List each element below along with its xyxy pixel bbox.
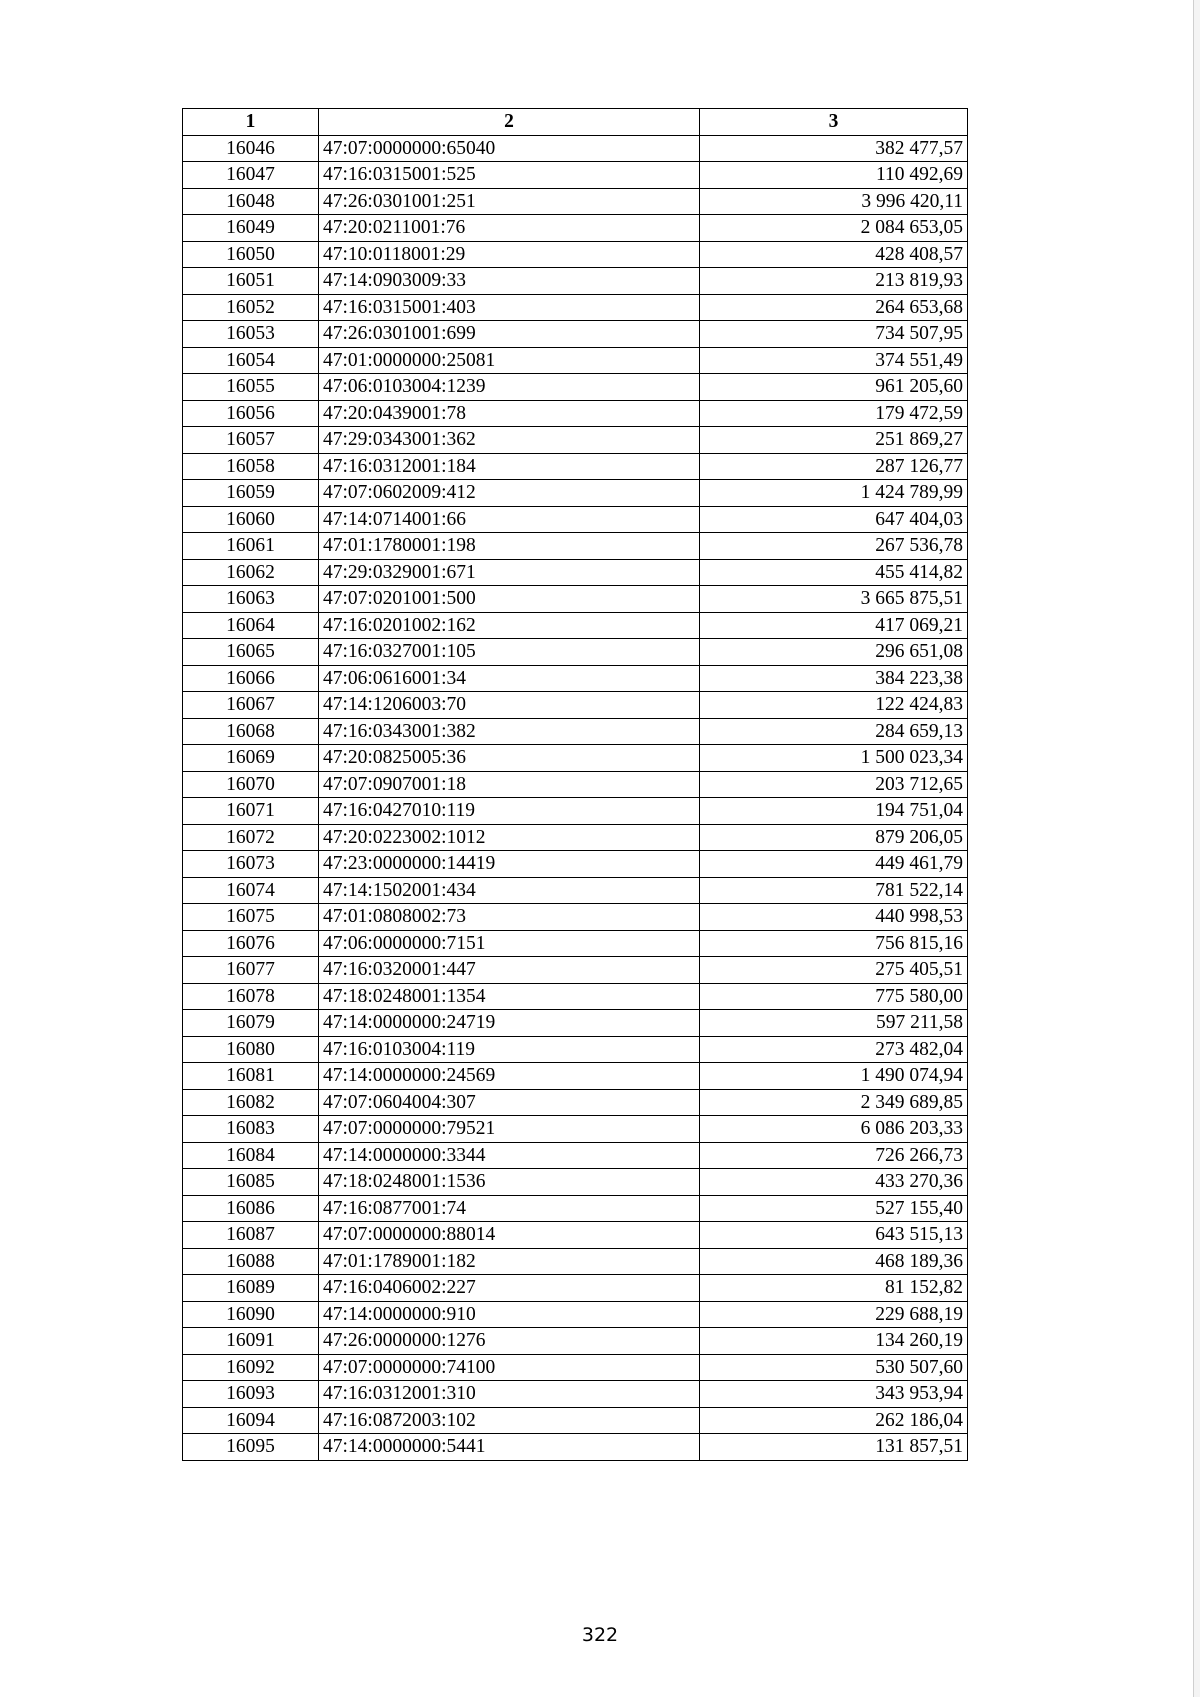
cadastral-number-cell: 47:07:0000000:79521: [319, 1116, 700, 1143]
cadastral-number-cell: 47:16:0315001:403: [319, 294, 700, 321]
cadastral-number-cell: 47:07:0604004:307: [319, 1089, 700, 1116]
table-row: [183, 824, 968, 851]
value-cell: 374 551,49: [700, 347, 968, 374]
row-number-cell: 16050: [183, 241, 319, 268]
row-number-cell: 16071: [183, 798, 319, 825]
value-cell: 643 515,13: [700, 1222, 968, 1249]
cadastral-number-cell: 47:16:0320001:447: [319, 957, 700, 984]
row-number-cell: 16062: [183, 559, 319, 586]
row-number-cell: 16075: [183, 904, 319, 931]
row-number-cell: 16076: [183, 930, 319, 957]
row-number-cell: 16063: [183, 586, 319, 613]
table-row: [183, 374, 968, 401]
table-row: [183, 983, 968, 1010]
row-number-cell: 16056: [183, 400, 319, 427]
value-cell: 296 651,08: [700, 639, 968, 666]
row-number-cell: 16090: [183, 1301, 319, 1328]
value-cell: 194 751,04: [700, 798, 968, 825]
cadastral-number-cell: 47:14:0000000:3344: [319, 1142, 700, 1169]
row-number-cell: 16064: [183, 612, 319, 639]
table-row: [183, 400, 968, 427]
table-row: [183, 1275, 968, 1302]
cadastral-number-cell: 47:26:0301001:251: [319, 188, 700, 215]
cadastral-number-cell: 47:07:0000000:65040: [319, 135, 700, 162]
row-number-cell: 16095: [183, 1434, 319, 1461]
value-cell: 530 507,60: [700, 1354, 968, 1381]
value-cell: 1 490 074,94: [700, 1063, 968, 1090]
page-number: 322: [581, 1624, 619, 1646]
value-cell: 527 155,40: [700, 1195, 968, 1222]
table-row: [183, 1169, 968, 1196]
value-cell: 343 953,94: [700, 1381, 968, 1408]
row-number-cell: 16066: [183, 665, 319, 692]
value-cell: 726 266,73: [700, 1142, 968, 1169]
value-cell: 734 507,95: [700, 321, 968, 348]
table-row: [183, 665, 968, 692]
value-cell: 6 086 203,33: [700, 1116, 968, 1143]
cadastral-value-table: [182, 108, 968, 1461]
value-cell: 122 424,83: [700, 692, 968, 719]
table-row: [183, 294, 968, 321]
row-number-cell: 16078: [183, 983, 319, 1010]
table-row: [183, 1434, 968, 1461]
table-body: [183, 135, 968, 1460]
cadastral-number-cell: 47:16:0327001:105: [319, 639, 700, 666]
row-number-cell: 16074: [183, 877, 319, 904]
table-row: [183, 1116, 968, 1143]
value-cell: 81 152,82: [700, 1275, 968, 1302]
cadastral-number-cell: 47:16:0343001:382: [319, 718, 700, 745]
value-cell: 961 205,60: [700, 374, 968, 401]
cadastral-number-cell: 47:07:0000000:88014: [319, 1222, 700, 1249]
table-row: [183, 851, 968, 878]
table-header: [183, 109, 968, 136]
row-number-cell: 16058: [183, 453, 319, 480]
value-cell: 284 659,13: [700, 718, 968, 745]
value-cell: 2 084 653,05: [700, 215, 968, 242]
cadastral-number-cell: 47:29:0343001:362: [319, 427, 700, 454]
table-row: [183, 692, 968, 719]
table-row: [183, 1036, 968, 1063]
cadastral-number-cell: 47:20:0223002:1012: [319, 824, 700, 851]
table-row: [183, 718, 968, 745]
cadastral-number-cell: 47:20:0825005:36: [319, 745, 700, 772]
value-cell: 134 260,19: [700, 1328, 968, 1355]
cadastral-number-cell: 47:23:0000000:14419: [319, 851, 700, 878]
row-number-cell: 16057: [183, 427, 319, 454]
cadastral-number-cell: 47:16:0312001:310: [319, 1381, 700, 1408]
value-cell: 264 653,68: [700, 294, 968, 321]
cadastral-number-cell: 47:26:0301001:699: [319, 321, 700, 348]
table-row: [183, 1010, 968, 1037]
row-number-cell: 16047: [183, 162, 319, 189]
cadastral-number-cell: 47:20:0211001:76: [319, 215, 700, 242]
table-row: [183, 1328, 968, 1355]
row-number-cell: 16084: [183, 1142, 319, 1169]
row-number-cell: 16088: [183, 1248, 319, 1275]
table-row: [183, 1301, 968, 1328]
cadastral-number-cell: 47:01:0808002:73: [319, 904, 700, 931]
cadastral-number-cell: 47:16:0312001:184: [319, 453, 700, 480]
row-number-cell: 16085: [183, 1169, 319, 1196]
row-number-cell: 16087: [183, 1222, 319, 1249]
table-row: [183, 321, 968, 348]
value-cell: 384 223,38: [700, 665, 968, 692]
value-cell: 110 492,69: [700, 162, 968, 189]
cadastral-number-cell: 47:16:0427010:119: [319, 798, 700, 825]
column-header-number: 1: [183, 109, 319, 136]
row-number-cell: 16055: [183, 374, 319, 401]
value-cell: 2 349 689,85: [700, 1089, 968, 1116]
value-cell: 468 189,36: [700, 1248, 968, 1275]
cadastral-number-cell: 47:01:1780001:198: [319, 533, 700, 560]
row-number-cell: 16059: [183, 480, 319, 507]
value-cell: 273 482,04: [700, 1036, 968, 1063]
row-number-cell: 16093: [183, 1381, 319, 1408]
table-row: [183, 904, 968, 931]
table-row: [183, 533, 968, 560]
table-row: [183, 215, 968, 242]
row-number-cell: 16061: [183, 533, 319, 560]
table-row: [183, 1354, 968, 1381]
table-row: [183, 506, 968, 533]
row-number-cell: 16065: [183, 639, 319, 666]
table-row: [183, 1248, 968, 1275]
value-cell: 262 186,04: [700, 1407, 968, 1434]
value-cell: 428 408,57: [700, 241, 968, 268]
table-row: [183, 347, 968, 374]
value-cell: 275 405,51: [700, 957, 968, 984]
value-cell: 597 211,58: [700, 1010, 968, 1037]
value-cell: 287 126,77: [700, 453, 968, 480]
cadastral-number-cell: 47:14:1206003:70: [319, 692, 700, 719]
cadastral-number-cell: 47:16:0872003:102: [319, 1407, 700, 1434]
table-row: [183, 162, 968, 189]
cadastral-number-cell: 47:14:0714001:66: [319, 506, 700, 533]
cadastral-number-cell: 47:07:0201001:500: [319, 586, 700, 613]
value-cell: 1 424 789,99: [700, 480, 968, 507]
table-row: [183, 771, 968, 798]
row-number-cell: 16092: [183, 1354, 319, 1381]
row-number-cell: 16069: [183, 745, 319, 772]
cadastral-number-cell: 47:20:0439001:78: [319, 400, 700, 427]
cadastral-number-cell: 47:07:0602009:412: [319, 480, 700, 507]
cadastral-number-cell: 47:10:0118001:29: [319, 241, 700, 268]
row-number-cell: 16068: [183, 718, 319, 745]
table-row: [183, 639, 968, 666]
cadastral-number-cell: 47:06:0000000:7151: [319, 930, 700, 957]
value-cell: 213 819,93: [700, 268, 968, 295]
value-cell: 229 688,19: [700, 1301, 968, 1328]
value-cell: 251 869,27: [700, 427, 968, 454]
cadastral-number-cell: 47:14:0903009:33: [319, 268, 700, 295]
table-row: [183, 612, 968, 639]
value-cell: 3 996 420,11: [700, 188, 968, 215]
row-number-cell: 16081: [183, 1063, 319, 1090]
cadastral-number-cell: 47:01:1789001:182: [319, 1248, 700, 1275]
table-row: [183, 1381, 968, 1408]
row-number-cell: 16082: [183, 1089, 319, 1116]
value-cell: 433 270,36: [700, 1169, 968, 1196]
cadastral-number-cell: 47:14:0000000:24569: [319, 1063, 700, 1090]
table-row: [183, 586, 968, 613]
column-header-cadastral-number: 2: [319, 109, 700, 136]
table-row: [183, 957, 968, 984]
table-row: [183, 1089, 968, 1116]
row-number-cell: 16053: [183, 321, 319, 348]
row-number-cell: 16070: [183, 771, 319, 798]
table-row: [183, 1142, 968, 1169]
table-row: [183, 453, 968, 480]
table-row: [183, 930, 968, 957]
cadastral-number-cell: 47:16:0877001:74: [319, 1195, 700, 1222]
cadastral-number-cell: 47:29:0329001:671: [319, 559, 700, 586]
row-number-cell: 16089: [183, 1275, 319, 1302]
cadastral-number-cell: 47:14:0000000:5441: [319, 1434, 700, 1461]
page-edge-shadow: [1193, 0, 1200, 1697]
cadastral-number-cell: 47:16:0315001:525: [319, 162, 700, 189]
row-number-cell: 16046: [183, 135, 319, 162]
value-cell: 267 536,78: [700, 533, 968, 560]
cadastral-number-cell: 47:14:1502001:434: [319, 877, 700, 904]
row-number-cell: 16086: [183, 1195, 319, 1222]
value-cell: 879 206,05: [700, 824, 968, 851]
value-cell: 417 069,21: [700, 612, 968, 639]
row-number-cell: 16049: [183, 215, 319, 242]
row-number-cell: 16052: [183, 294, 319, 321]
cadastral-number-cell: 47:16:0201002:162: [319, 612, 700, 639]
table-row: [183, 1063, 968, 1090]
row-number-cell: 16083: [183, 1116, 319, 1143]
cadastral-number-cell: 47:07:0000000:74100: [319, 1354, 700, 1381]
row-number-cell: 16091: [183, 1328, 319, 1355]
row-number-cell: 16094: [183, 1407, 319, 1434]
row-number-cell: 16067: [183, 692, 319, 719]
row-number-cell: 16072: [183, 824, 319, 851]
header-row: [183, 109, 968, 136]
cadastral-number-cell: 47:01:0000000:25081: [319, 347, 700, 374]
value-cell: 775 580,00: [700, 983, 968, 1010]
value-cell: 440 998,53: [700, 904, 968, 931]
table-row: [183, 1195, 968, 1222]
cadastral-number-cell: 47:06:0616001:34: [319, 665, 700, 692]
row-number-cell: 16080: [183, 1036, 319, 1063]
cadastral-number-cell: 47:18:0248001:1354: [319, 983, 700, 1010]
value-cell: 781 522,14: [700, 877, 968, 904]
value-cell: 179 472,59: [700, 400, 968, 427]
row-number-cell: 16079: [183, 1010, 319, 1037]
table-row: [183, 798, 968, 825]
value-cell: 455 414,82: [700, 559, 968, 586]
table-row: [183, 480, 968, 507]
value-cell: 449 461,79: [700, 851, 968, 878]
table-row: [183, 188, 968, 215]
table-row: [183, 1222, 968, 1249]
table-row: [183, 1407, 968, 1434]
column-header-value: 3: [700, 109, 968, 136]
cadastral-number-cell: 47:14:0000000:910: [319, 1301, 700, 1328]
row-number-cell: 16054: [183, 347, 319, 374]
cadastral-number-cell: 47:16:0406002:227: [319, 1275, 700, 1302]
value-cell: 203 712,65: [700, 771, 968, 798]
row-number-cell: 16051: [183, 268, 319, 295]
cadastral-number-cell: 47:18:0248001:1536: [319, 1169, 700, 1196]
cadastral-number-cell: 47:06:0103004:1239: [319, 374, 700, 401]
row-number-cell: 16060: [183, 506, 319, 533]
table-row: [183, 427, 968, 454]
cadastral-number-cell: 47:07:0907001:18: [319, 771, 700, 798]
value-cell: 131 857,51: [700, 1434, 968, 1461]
table-row: [183, 877, 968, 904]
table-row: [183, 135, 968, 162]
value-cell: 1 500 023,34: [700, 745, 968, 772]
table-row: [183, 241, 968, 268]
cadastral-number-cell: 47:16:0103004:119: [319, 1036, 700, 1063]
table-row: [183, 268, 968, 295]
row-number-cell: 16077: [183, 957, 319, 984]
row-number-cell: 16048: [183, 188, 319, 215]
table-row: [183, 559, 968, 586]
value-cell: 647 404,03: [700, 506, 968, 533]
cadastral-number-cell: 47:14:0000000:24719: [319, 1010, 700, 1037]
table-row: [183, 745, 968, 772]
row-number-cell: 16073: [183, 851, 319, 878]
cadastral-number-cell: 47:26:0000000:1276: [319, 1328, 700, 1355]
value-cell: 382 477,57: [700, 135, 968, 162]
value-cell: 756 815,16: [700, 930, 968, 957]
value-cell: 3 665 875,51: [700, 586, 968, 613]
